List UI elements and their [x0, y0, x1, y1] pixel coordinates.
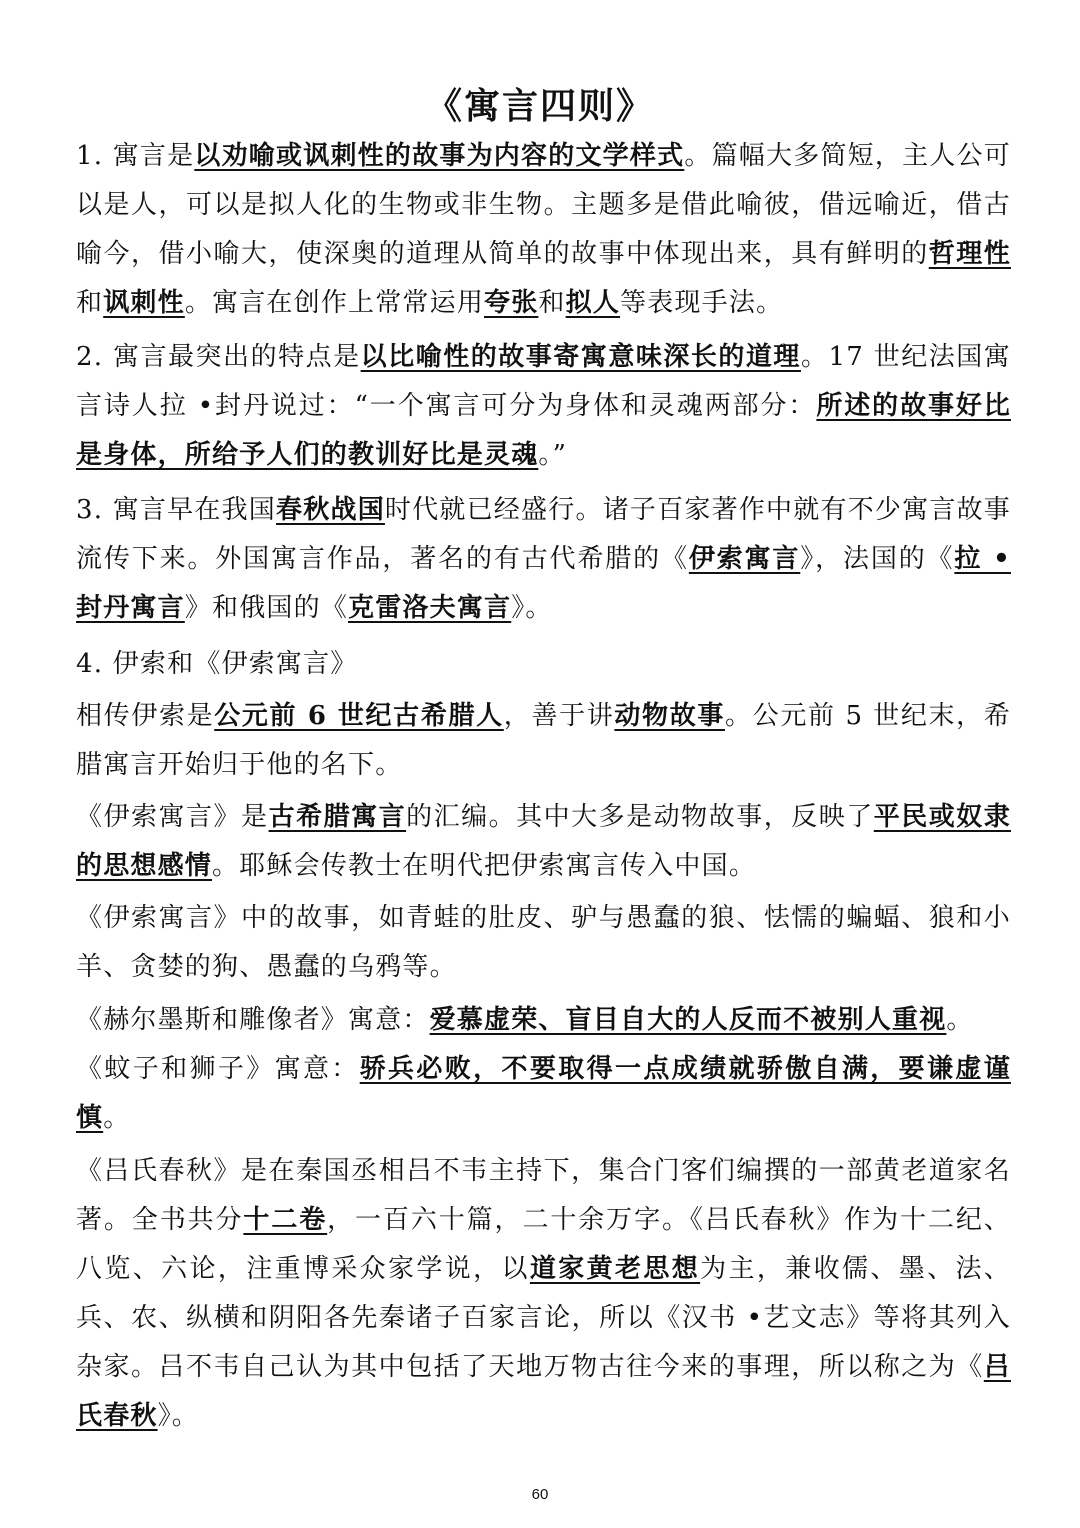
key-term: 以劝喻或讽刺性的故事为内容的文学样式 — [194, 141, 685, 171]
key-term: 爱慕虚荣、盲目自大的人反而不被别人重视 — [429, 1005, 947, 1035]
text-run: 《赫尔墨斯和雕像者》寓意： — [76, 1005, 430, 1035]
key-term: 所述的故事好比是身体，所给予人们的教训好比是灵魂 — [76, 391, 1011, 470]
text-run: 《蚊子和狮子》寓意： — [76, 1054, 360, 1084]
key-term: 夸张 — [484, 288, 539, 318]
key-term: 吕氏春秋 — [76, 1352, 1011, 1431]
text-run: 《伊索寓言》中的故事，如青蛙的肚皮、驴与愚蠢的狼、怯懦的蝙蝠、狼和小羊、贪婪的狗、愚蠢的乌鸦等。 — [76, 903, 1011, 982]
text-run: 4. 伊索和《伊索寓言》 — [76, 649, 358, 679]
text-run: 的汇编。其中大多是动物故事，反映了 — [406, 802, 874, 832]
paragraph-mosquito-lion — [76, 1045, 1011, 1143]
text-run: 。17 世纪法国寓言诗人拉 •封丹说过：“一个寓言可分为身体和灵魂两部分： — [76, 342, 1011, 421]
paragraph-2-features — [76, 333, 1011, 480]
key-term: 公元前 6 世纪古希腊人 — [214, 701, 504, 731]
paragraph-aesop-fables — [76, 793, 1011, 891]
text-run: ，一百六十篇，二十余万字。《吕氏春秋》作为十二纪、八览、六论，注重博采众家学说，以 — [76, 1205, 1011, 1284]
key-term: 十二卷 — [243, 1205, 328, 1235]
key-term: 春秋战国 — [276, 495, 385, 525]
text-run: 》和俄国的《 — [184, 593, 349, 623]
text-run: ，善于讲 — [503, 701, 615, 731]
key-term: 拟人 — [565, 288, 621, 318]
text-run: 》。 — [157, 1401, 200, 1431]
text-run: 。 — [946, 1005, 974, 1035]
key-term: 骄兵必败，不要取得一点成绩就骄傲自满，要谦虚谨慎 — [76, 1054, 1011, 1133]
text-run: 《伊索寓言》是 — [76, 802, 269, 832]
paragraph-lushi-chunqiu — [76, 1147, 1011, 1441]
key-term: 讽刺性 — [103, 288, 185, 318]
paragraph-1-definition — [76, 132, 1011, 328]
text-run: 1. 寓言是 — [76, 141, 195, 171]
text-run: 》。 — [511, 593, 553, 623]
text-run: 《吕氏春秋》是在秦国丞相吕不韦主持下，集合门客们编撰的一部黄老道家名著。全书共分 — [76, 1156, 1011, 1235]
key-term: 伊索寓言 — [688, 544, 801, 574]
key-term: 以比喻性的故事寄寓意味深长的道理 — [360, 342, 801, 372]
text-run: 3. 寓言早在我国 — [76, 495, 277, 525]
text-run: 和 — [76, 288, 104, 318]
text-run: 时代就已经盛行。诸子百家著作中就有不少寓言故事流传下来。外国寓言作品，著名的有古代希腊的《 — [76, 495, 1011, 574]
paragraph-aesop-stories — [76, 894, 1011, 992]
paragraph-3-history — [76, 486, 1011, 633]
text-run: 相传伊索是 — [76, 701, 215, 731]
text-run: 。公元前 5 世纪末，希腊寓言开始归于他的名下。 — [76, 701, 1011, 780]
key-term: 哲理性 — [928, 239, 1011, 269]
text-run: 等表现手法。 — [620, 288, 784, 318]
page-title: 《寓言四则》 — [425, 86, 654, 127]
text-run: 》，法国的《 — [800, 544, 955, 574]
text-run: 为主，兼收儒、墨、法、兵、农、纵横和阴阳各先秦诸子百家言论，所以《汉书 •艺文志》等将其列入杂家。吕不韦自己认为其中包括了天地万物古往今来的事理，所以称之为《 — [76, 1254, 1012, 1382]
text-run: 。寓言在创作上常常运用 — [184, 288, 485, 318]
key-term: 克雷洛夫寓言 — [348, 593, 512, 623]
heading-4-aesop — [76, 640, 1011, 689]
paragraph-aesop-bio — [76, 692, 1011, 790]
key-term: 平民或奴隶的思想感情 — [76, 802, 1011, 881]
text-run: 和 — [538, 288, 566, 318]
key-term: 动物故事 — [614, 701, 726, 731]
text-run: 。耶稣会传教士在明代把伊索寓言传入中国。 — [212, 851, 757, 881]
key-term: 古希腊寓言 — [268, 802, 407, 832]
page-number: 60 — [531, 1486, 549, 1503]
text-run: 。 — [103, 1103, 131, 1133]
text-run: 。篇幅大多简短，主人公可以是人，可以是拟人化的生物或非生物。主题多是借此喻彼，借远喻近，借古喻今，借小喻大，使深奥的道理从简单的故事中体现出来，具有鲜明的 — [76, 141, 1011, 269]
text-run: 。” — [538, 440, 568, 470]
text-run: 2. 寓言最突出的特点是 — [76, 342, 361, 372]
key-term: 道家黄老思想 — [529, 1254, 701, 1284]
key-term: 拉 •封丹寓言 — [76, 544, 1011, 623]
paragraph-hermes — [76, 996, 1011, 1045]
